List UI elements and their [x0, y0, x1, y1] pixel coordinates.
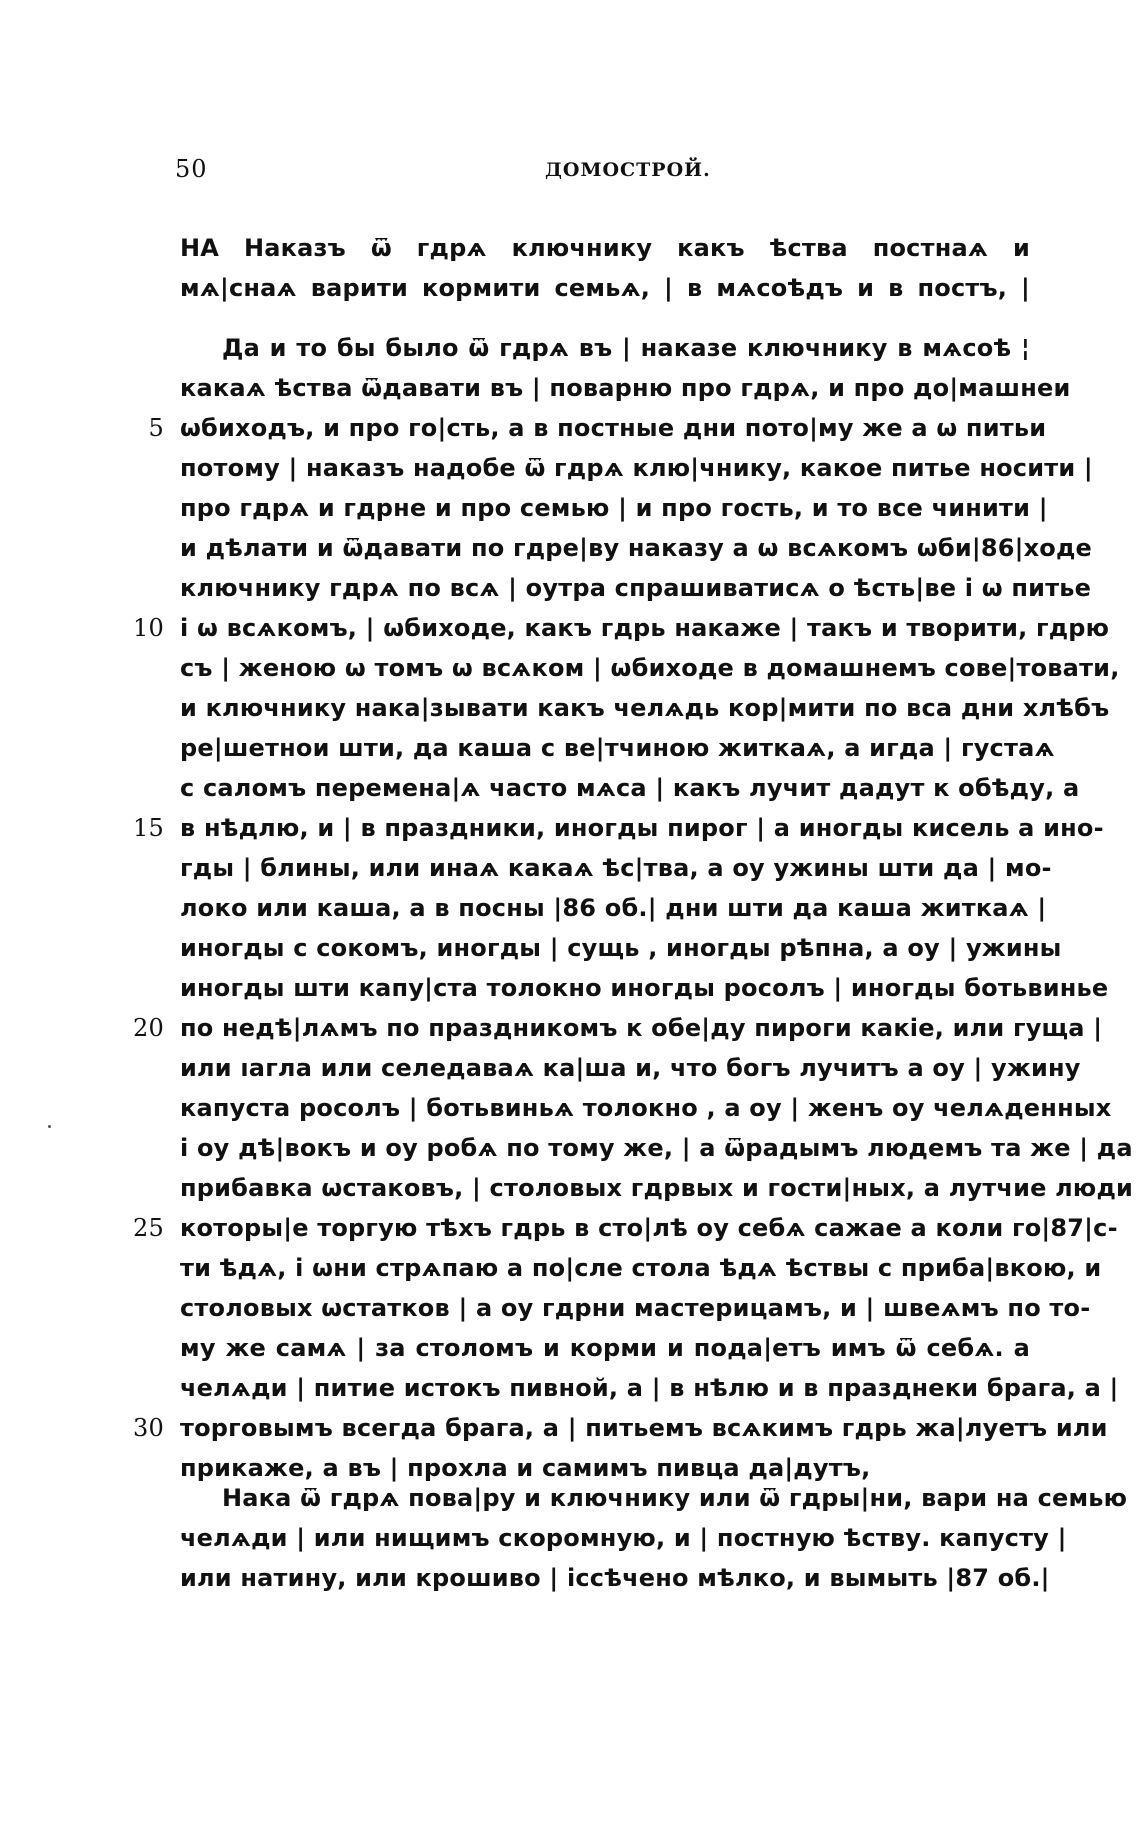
- text-line: [180, 888, 1047, 928]
- line-text: какаѧ ѣства ѿдавати въ | поварню про гдрѧ, и про до|машнеи: [180, 374, 1071, 402]
- text-line: [180, 1288, 1091, 1328]
- line-text: Да и то бы было ѿ гдрѧ въ | наказе ключнику в мѧсоѣ ¦: [222, 334, 1030, 362]
- page-number: 50: [175, 155, 208, 183]
- text-line: [180, 848, 1052, 888]
- line-number: 20: [133, 1014, 164, 1042]
- text-line: [180, 768, 1080, 808]
- line-text: иногды с сокомъ, иногды | сущь , иногды рѣпна, а оу | ужины: [180, 934, 1062, 962]
- heading-line: мѧ|снаѧ варити кормити семьѧ, | в мѧсоѣдъ и в постъ, |: [180, 274, 1030, 302]
- line-text: i ѡ всѧкомъ, | ѡбиходе, какъ гдрь накаже | такъ и творити, гдрю: [180, 614, 1110, 642]
- line-number: 5: [148, 414, 164, 442]
- line-text: про гдрѧ и гдрне и про семью | и про гость, и то все чинити |: [180, 494, 1048, 522]
- line-number: 10: [133, 614, 164, 642]
- text-line: [180, 928, 1062, 968]
- text-line: [133, 808, 1104, 848]
- line-text: и дѣлати и ѿдавати по гдре|ву наказу а ѡ всѧкомъ ѡби|86|ходе: [180, 534, 1093, 562]
- text-line: [180, 448, 1093, 488]
- text-line: [180, 1128, 1133, 1168]
- text-line: [180, 1168, 1134, 1208]
- text-line: [180, 568, 1092, 608]
- line-text: ре|шетнои шти, да каша с ве|тчиною житкаѧ, а игда | густаѧ: [180, 734, 1055, 762]
- text-line: [180, 368, 1071, 408]
- line-text: ключнику гдрѧ по всѧ | оутра спрашиватисѧ о ѣсть|ве i ѡ питье: [180, 574, 1092, 602]
- line-text: гды | блины, или инаѧ какаѧ ѣс|тва, а оу ужины шти да | мо-: [180, 854, 1052, 882]
- text-line: [180, 648, 1120, 688]
- line-number: 25: [133, 1214, 164, 1242]
- text-line: [180, 968, 1109, 1008]
- line-text: иногды шти капу|ста толокно иногды росолъ | иногды ботьвинье: [180, 974, 1109, 1002]
- line-text: локо или каша, а в посны |86 об.| дни шти да каша житкаѧ |: [180, 894, 1047, 922]
- line-text: му же самѧ | за столомъ и корми и пода|етъ имъ ѿ себѧ. а: [180, 1334, 1030, 1362]
- line-number: 30: [133, 1414, 164, 1442]
- text-line: или натину, или крошиво | iссѣчено мѣлко, и вымыть |87 об.|: [180, 1564, 1050, 1592]
- text-line: [180, 488, 1048, 528]
- line-text: в нѣдлю, и | в праздники, иногды пирог | а иногды кисель а ино-: [180, 814, 1104, 842]
- running-title: ДОМОСТРОЙ.: [545, 159, 711, 181]
- page-header: [175, 155, 1035, 195]
- text-line: Нака ѿ гдрѧ пова|ру и ключнику или ѿ гдры|ни, вари на семью: [222, 1484, 1128, 1512]
- line-text: съ | женою ѡ томъ ѡ всѧком | ѡбиходе в домашнемъ сове|товати,: [180, 654, 1120, 682]
- line-text: или ıагла или селедаваѧ ка|ша и, что богъ лучитъ а оу | ужину: [180, 1054, 1081, 1082]
- line-text: прикаже, а въ | прохла и самимъ пивца да|дутъ,: [180, 1454, 871, 1482]
- text-line: [180, 1048, 1081, 1088]
- text-line: [180, 1368, 1119, 1408]
- line-text: торговымъ всегда брага, а | питьемъ всѧкимъ гдрь жа|луетъ или: [180, 1414, 1108, 1442]
- text-line: [180, 728, 1055, 768]
- line-text: прибавка ѡстаковъ, | столовых гдрвых и гости|ных, а лутчие люди: [180, 1174, 1134, 1202]
- text-line: челѧди | или нищимъ скоромную, и | постную ѣству. капусту |: [180, 1524, 1067, 1552]
- line-text: и ключнику нака|зывати какъ челѧдь кор|мити по вса дни хлѣбъ: [180, 694, 1110, 722]
- heading-line: НА Наказъ ѿ гдрѧ ключнику какъ ѣства постнаѧ и: [180, 234, 1030, 262]
- text-line: [180, 1248, 1102, 1288]
- text-line: [180, 688, 1110, 728]
- text-line: [180, 1328, 1030, 1368]
- text-line: [133, 1408, 1108, 1448]
- text-line: [133, 1208, 1118, 1248]
- line-text: с саломъ перемена|ѧ часто мѧса | какъ лучит дадут к обѣду, а: [180, 774, 1080, 802]
- line-text: потому | наказъ надобе ѿ гдрѧ клю|чнику, какое питье носити |: [180, 454, 1093, 482]
- line-text: i оу дѣ|вокъ и оу робѧ по тому же, | а ѿрадымъ людемъ та же | да: [180, 1134, 1133, 1162]
- text-line: [133, 608, 1110, 648]
- line-text: ти ѣдѧ, i ѡни стрѧпаю а по|сле стола ѣдѧ ѣствы с приба|вкою, и: [180, 1254, 1102, 1282]
- margin-speck: [48, 1125, 51, 1128]
- line-text: по недѣ|лѧмъ по праздникомъ к обе|ду пироги какіе, или гуща |: [180, 1014, 1103, 1042]
- text-line: [133, 1008, 1103, 1048]
- line-text: челѧди | питие истокъ пивной, а | в нѣлю и в празднеки брага, а |: [180, 1374, 1119, 1402]
- line-text: которы|е торгую тѣхъ гдрь в сто|лѣ оу себѧ сажае а коли го|87|с-: [180, 1214, 1118, 1242]
- line-text: капуста росолъ | ботьвиньѧ толокно , а оу | женъ оу челѧденных: [180, 1094, 1112, 1122]
- text-line: [180, 1088, 1112, 1128]
- next-chapter-text: [180, 1478, 1128, 1598]
- text-line: [180, 328, 1030, 368]
- body-text: [133, 328, 1134, 1488]
- chapter-heading: [180, 228, 1030, 308]
- line-number: 15: [133, 814, 164, 842]
- line-text: ѡбиходъ, и про го|сть, а в постные дни пото|му же а ѡ питьи: [180, 414, 1047, 442]
- text-line: [148, 408, 1047, 448]
- text-line: [180, 528, 1093, 568]
- line-text: столовых ѡстатков | а оу гдрни мастерицамъ, и | швеѧмъ по то-: [180, 1294, 1091, 1322]
